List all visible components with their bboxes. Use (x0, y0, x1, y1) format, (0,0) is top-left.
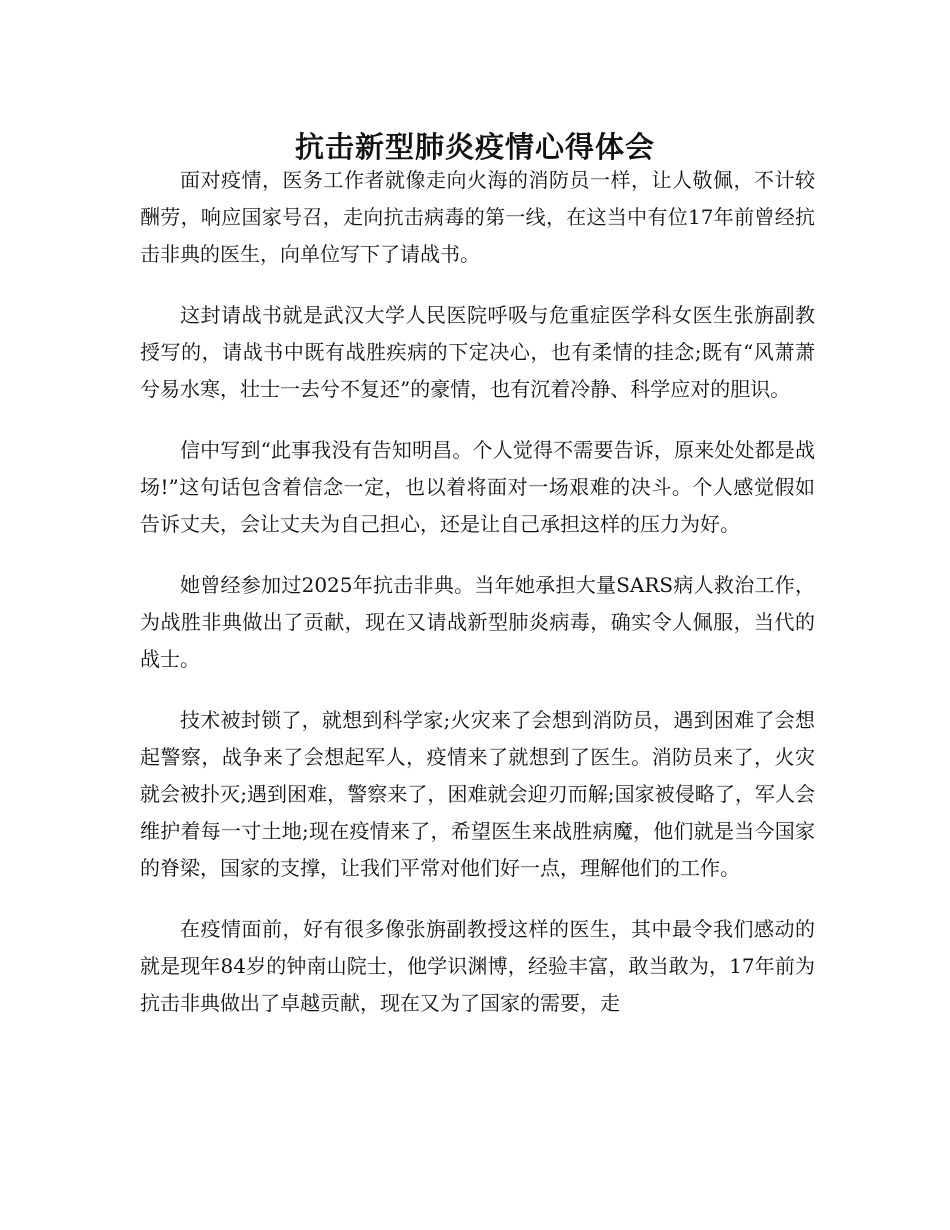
paragraph-5: 技术被封锁了，就想到科学家;火灾来了会想到消防员，遇到困难了会想起警察，战争来了会想起军人，疫情来了就想到了医生。消防员来了，火灾就会被扑灭;遇到困难，警察来了，困难就会迎刃而解;国家被侵略了，军人会维护着每一寸土地;现在疫情来了，希望医生来战胜病魔，他们就是当今国家的脊梁，国家的支撑，让我们平常对他们好一点，理解他们的工作。 (140, 708, 815, 880)
document-body (140, 162, 815, 1046)
paragraph-3: 信中写到“此事我没有告知明昌。个人觉得不需要告诉，原来处处都是战场!”这句话包含着信念一定，也以着将面对一场艰难的决斗。个人感觉假如告诉丈夫，会让丈夫为自己担心，还是让自己承担这样的压力为好。 (140, 438, 815, 536)
paragraph-6: 在疫情面前，好有很多像张旃副教授这样的医生，其中最令我们感动的就是现年84岁的钟南山院士，他学识渊博，经验丰富，敢当敢为，17年前为抗击非典做出了卓越贡献，现在又为了国家的需要，走 (140, 917, 815, 1015)
paragraph-2: 这封请战书就是武汉大学人民医院呼吸与危重症医学科女医生张旃副教授写的，请战书中既有战胜疾病的下定决心，也有柔情的挂念;既有“风萧萧兮易水寒，壮士一去兮不复还”的豪情，也有沉着冷静、科学应对的胆识。 (140, 303, 815, 401)
document-title: 抗击新型肺炎疫情心得体会 (294, 130, 655, 165)
paragraph-4: 她曾经参加过2025年抗击非典。当年她承担大量SARS病人救治工作，为战胜非典做出了贡献，现在又请战新型肺炎病毒，确实令人佩服，当代的战士。 (140, 573, 815, 671)
paragraph-1: 面对疫情，医务工作者就像走向火海的消防员一样，让人敬佩，不计较酬劳，响应国家号召，走向抗击病毒的第一线，在这当中有位17年前曾经抗击非典的医生，向单位写下了请战书。 (140, 168, 815, 266)
